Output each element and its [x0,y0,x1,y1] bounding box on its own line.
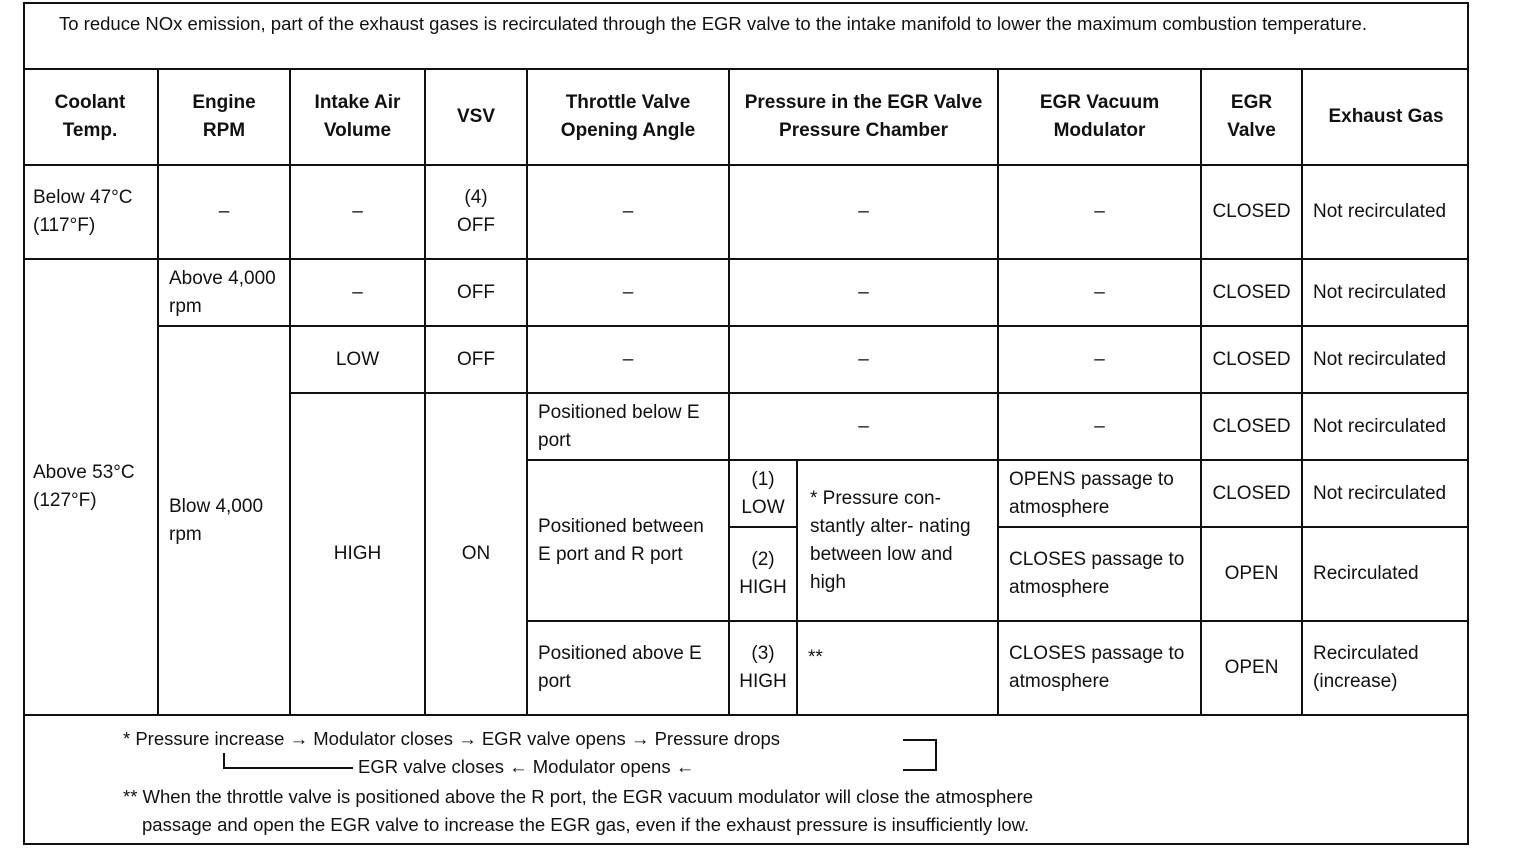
header-pressure-chamber: Pressure in the EGR Valve Pressure Chamber [729,69,998,165]
flow-bottom-line: EGR valve closes ← Modulator opens ← [358,756,695,777]
vsv-cell: OFF [425,326,527,393]
modulator-cell: OPENS passage to atmosphere [998,460,1201,527]
egr-valve-cell: CLOSED [1201,393,1302,460]
pressure-step-cell: (2) HIGH [729,527,797,621]
vsv-cell: ON [425,393,527,715]
header-egr-valve: EGR Valve [1201,69,1302,165]
vsv-cell [425,165,527,259]
flow-loop-left-connector [223,753,353,769]
header-intake-air-volume: Intake Air Volume [290,69,425,165]
throttle-cell: Positioned between E port and R port [527,460,729,621]
pressure-note-cell: ** [797,621,998,715]
egr-valve-cell: OPEN [1201,621,1302,715]
flow-loop-right-connector [903,739,937,771]
double-star-note-line-2: passage and open the EGR valve to increase the EGR gas, even if the exhaust pressure is insufficiently low. [142,814,1030,835]
modulator-cell: – [998,326,1201,393]
vsv-cell: OFF [425,259,527,326]
exhaust-gas-cell: Recirculated [1302,527,1469,621]
header-engine-rpm: Engine RPM [158,69,290,165]
modulator-cell: – [998,165,1201,259]
egr-valve-cell: CLOSED [1201,259,1302,326]
egr-valve-cell: CLOSED [1201,326,1302,393]
pressure-step-cell: (3) HIGH [729,621,797,715]
throttle-cell: – [527,326,729,393]
modulator-cell: CLOSES passage to atmosphere [998,527,1201,621]
pressure-step-cell: (1) LOW [729,460,797,527]
footnotes [23,716,1469,843]
exhaust-gas-cell: Not recirculated [1302,259,1469,326]
egr-valve-cell: OPEN [1201,527,1302,621]
vsv-state: OFF [457,215,495,236]
pressure-cell: – [729,259,998,326]
header-egr-vacuum-modulator: EGR Vacuum Modulator [998,69,1201,165]
modulator-cell: CLOSES passage to atmosphere [998,621,1201,715]
modulator-cell: – [998,259,1201,326]
coolant-temp-cell: Above 53°C (127°F) [23,259,158,715]
intake-air-cell: HIGH [290,393,425,715]
exhaust-gas-cell: Not recirculated [1302,326,1469,393]
exhaust-gas-cell: Recirculated (increase) [1302,621,1469,715]
engine-rpm-cell: Above 4,000 rpm [158,259,290,326]
double-star-note-line-1: ** When the throttle valve is positioned above the R port, the EGR vacuum modulator will close the atmosphere [123,786,1034,807]
egr-operation-table [23,68,1469,716]
modulator-cell: – [998,393,1201,460]
table-row [23,165,1469,259]
exhaust-gas-cell: Not recirculated [1302,460,1469,527]
throttle-cell: Positioned above E port [527,621,729,715]
coolant-temp-cell: Below 47°C (117°F) [23,165,158,259]
flow-top-line: * Pressure increase → Modulator closes → EGR valve opens → Pressure drops [123,728,781,749]
egr-valve-cell: CLOSED [1201,165,1302,259]
throttle-cell: Positioned below E port [527,393,729,460]
header-vsv: VSV [425,69,527,165]
intro-text: To reduce NOx emission, part of the exhaust gases is recirculated through the EGR valve to the intake manifold to lower the maximum combustion temperature. [59,13,1367,34]
intake-air-cell: LOW [290,326,425,393]
header-throttle-valve: Throttle Valve Opening Angle [527,69,729,165]
throttle-cell: – [527,165,729,259]
engine-rpm-cell: Blow 4,000 rpm [158,326,290,715]
table-row [23,259,1469,326]
header-row [23,69,1469,165]
exhaust-gas-cell: Not recirculated [1302,165,1469,259]
engine-rpm-cell: – [158,165,290,259]
intake-air-cell: – [290,259,425,326]
egr-valve-cell: CLOSED [1201,460,1302,527]
intake-air-cell: – [290,165,425,259]
header-exhaust-gas: Exhaust Gas [1302,69,1469,165]
vsv-step-number: (4) [464,187,488,208]
pressure-note-cell: * Pressure con- stantly alter- nating between low and high [797,460,998,621]
pressure-cell: – [729,393,998,460]
pressure-cell: – [729,326,998,393]
throttle-cell: – [527,259,729,326]
exhaust-gas-cell: Not recirculated [1302,393,1469,460]
header-coolant-temp: Coolant Temp. [23,69,158,165]
pressure-cell: – [729,165,998,259]
table-row [23,326,1469,393]
